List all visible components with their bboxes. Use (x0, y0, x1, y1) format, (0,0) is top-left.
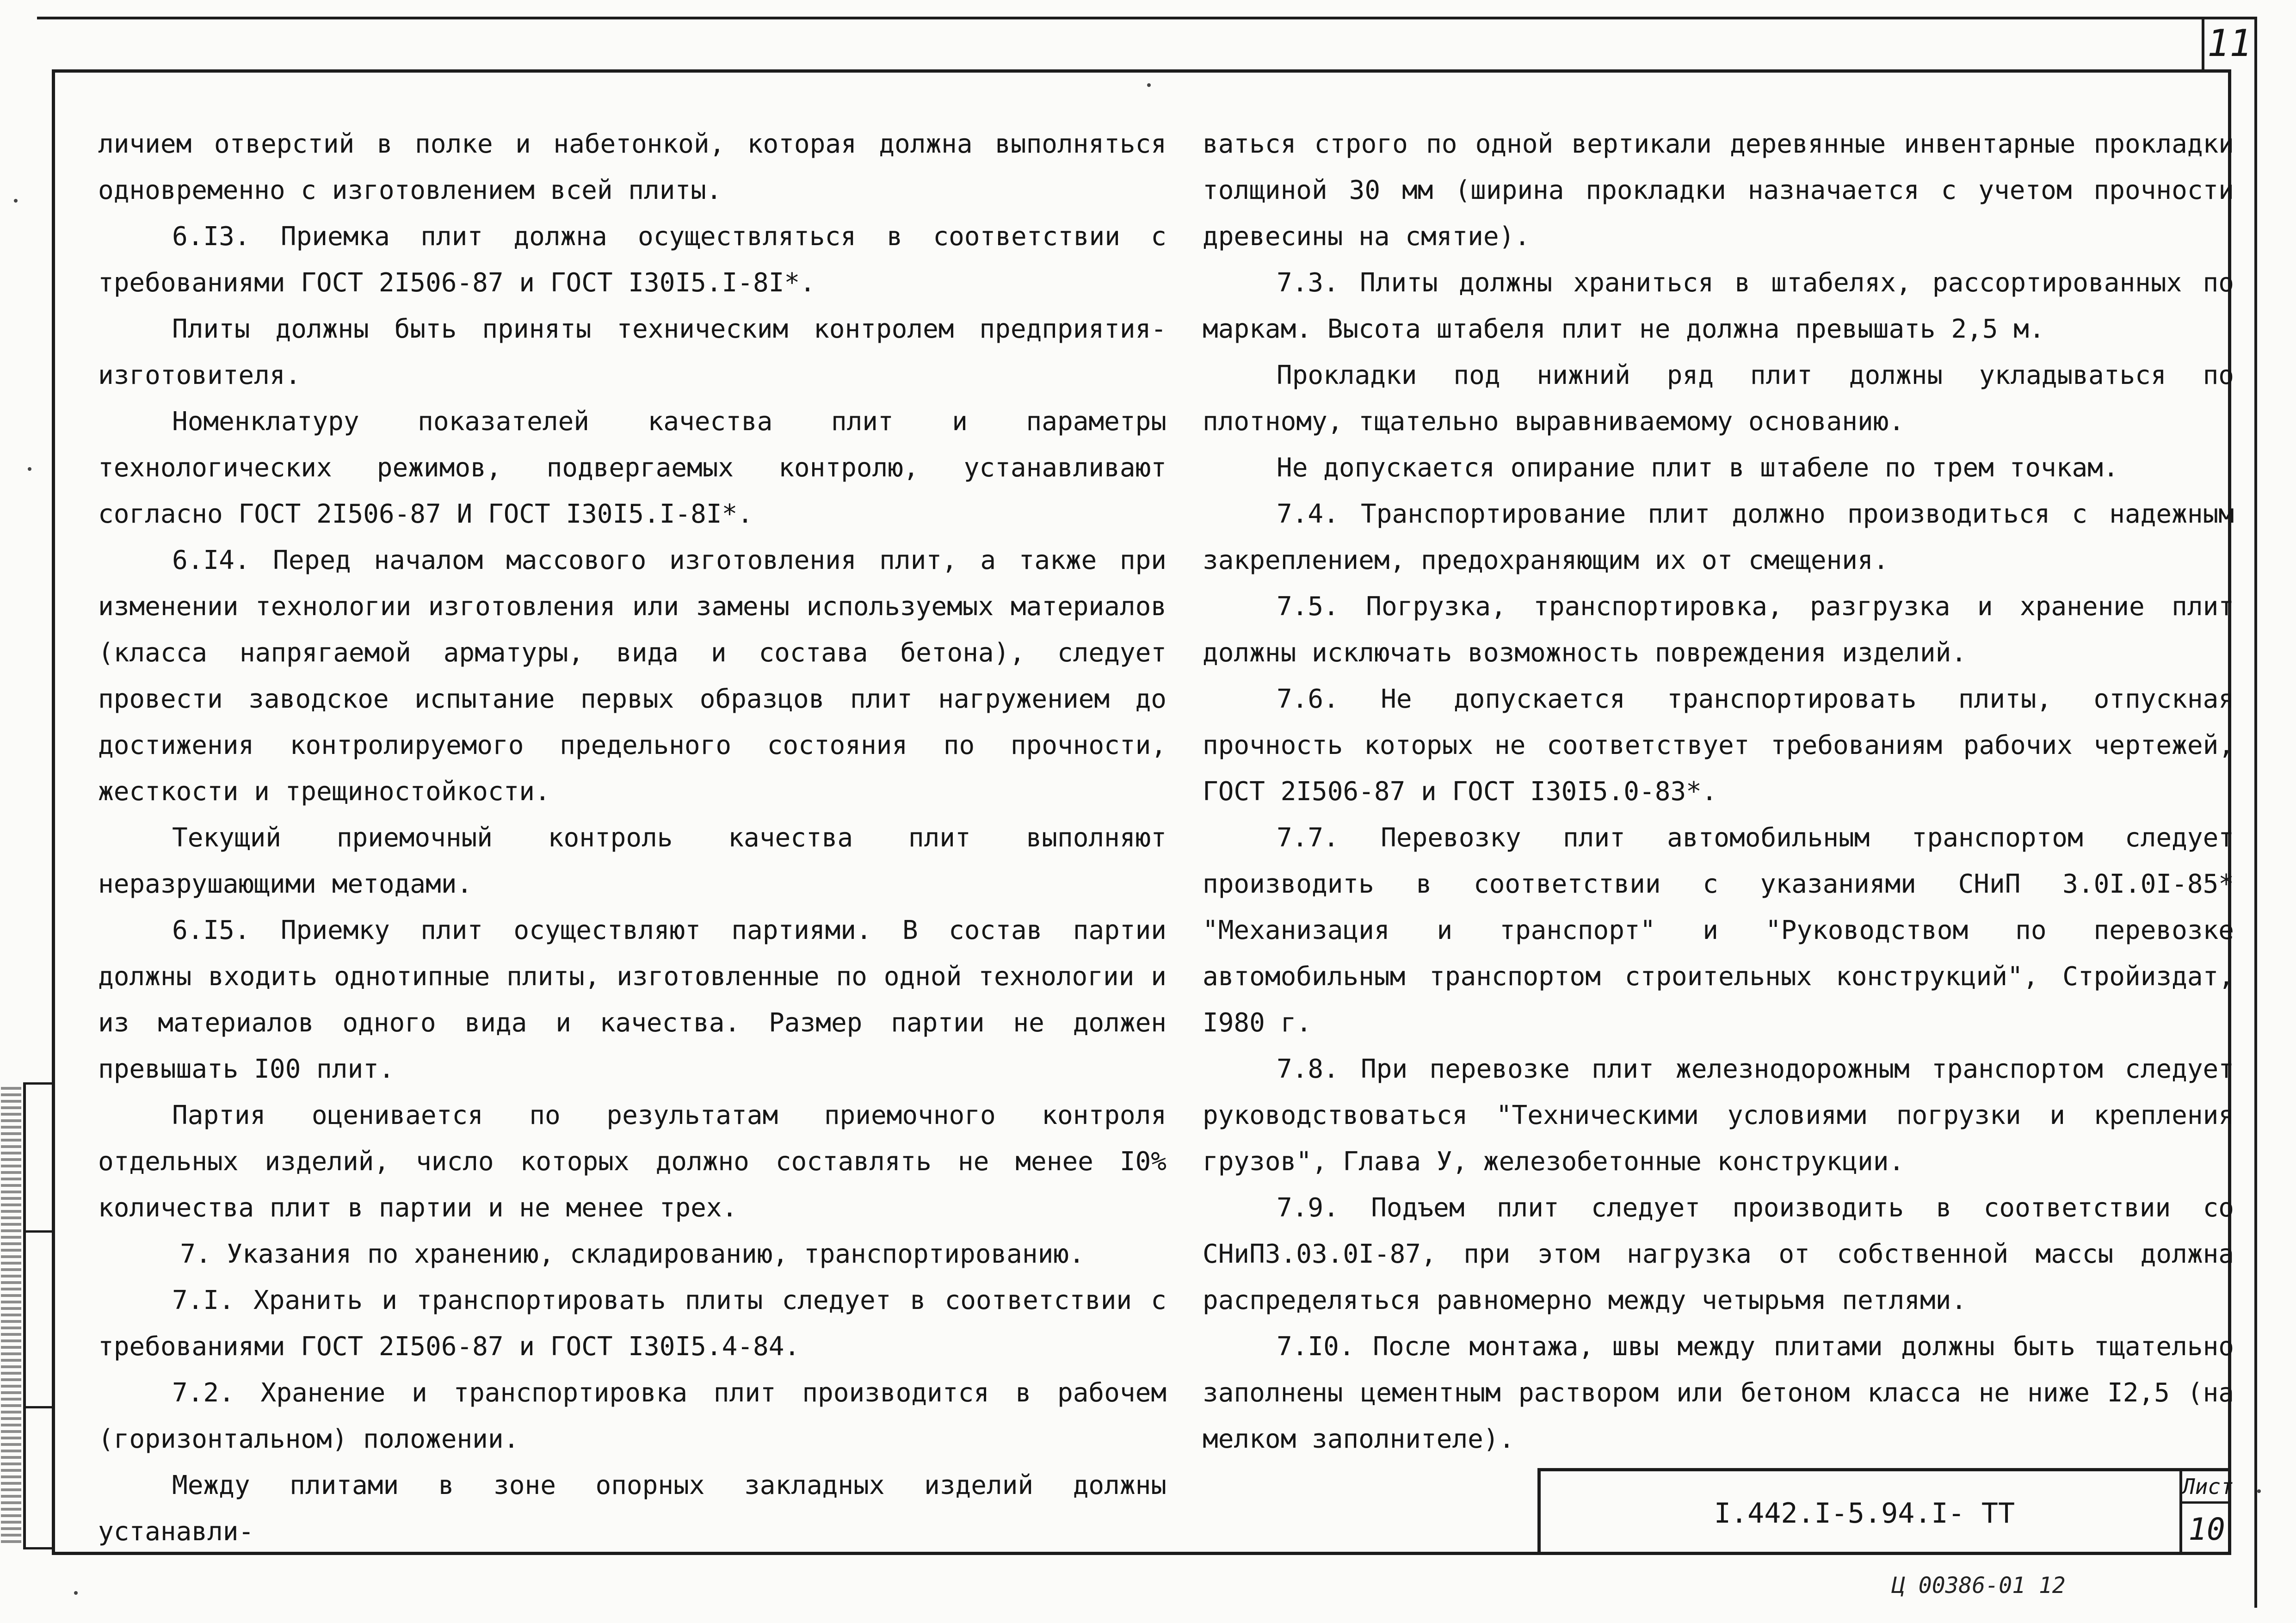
scan-speck (28, 467, 31, 471)
outer-frame-right-line (2254, 17, 2257, 1608)
paragraph: 6.I5. Приемку плит осуществляют партиями. В состав партии должны входить однотипные плиты, изготовленные по одной технологии и из материалов одного вида и качества. Размер партии не должен превышать I00 плит. (98, 915, 1167, 1084)
outer-frame-top-line (37, 17, 2257, 19)
paragraph: Между плитами в зоне опорных закладных изделий должны устанавли- (98, 1470, 1167, 1547)
corner-sheet-number: 11 (2202, 19, 2254, 69)
paragraph: 7.8. При перевозке плит железнодорожным транспортом следует руководствоваться "Техническими условиями погрузки и крепления грузов", Глава У, железобетонные конструкции. (1203, 1054, 2234, 1177)
paragraph: 6.I4. Перед началом массового изготовления плит, а также при изменении технологии изготовления или замены используемых материалов (класса напрягаемой арматуры, вида и состава бетона), следует провести заводское испытание первых образцов плит нагружением до достижения контролируемого предельного состояния по прочности, жесткости и трещиностойкости. (98, 545, 1167, 807)
paragraph: личием отверстий в полке и набетонкой, которая должна выполняться одновременно с изготовлением всей плиты. (98, 129, 1167, 205)
inventory-number: Ц 00386-01 12 (1892, 1573, 2066, 1598)
sheet-number: 10 (2188, 1512, 2225, 1547)
left-text-column (98, 121, 1167, 1555)
scan-speck (1147, 83, 1151, 87)
paragraph: 7.I0. После монтажа, швы между плитами должны быть тщательно заполнены цементным раствором или бетоном класса не ниже I2,5 (на мелком заполнителе). (1203, 1332, 2234, 1454)
paragraph: 7.2. Хранение и транспортировка плит производится в рабочем (горизонтальном) положении. (98, 1378, 1167, 1454)
side-approval-strip (0, 1082, 52, 1549)
paragraph: 7.3. Плиты должны храниться в штабелях, рассортированных по маркам. Высота штабеля плит не должна превышать 2,5 м. (1203, 268, 2234, 344)
right-text-column (1203, 121, 2234, 1463)
side-strip-divider (23, 1230, 52, 1233)
side-strip-line (23, 1082, 26, 1549)
document-code: I.442.I-5.94.I- ТТ (1714, 1497, 2015, 1530)
side-stamp-handwriting (1, 1087, 21, 1545)
scan-speck (14, 199, 18, 203)
paragraph: Плиты должны быть приняты техническим контролем предприятия-изготовителя. (98, 314, 1167, 390)
paragraph: 7.9. Подъем плит следует производить в соответствии со СНиП3.03.0I-87, при этом нагрузка от собственной массы должна распределяться равномерно между четырьмя петлями. (1203, 1193, 2234, 1315)
scan-speck (2257, 1489, 2261, 1493)
side-strip-divider (23, 1406, 52, 1408)
paragraph: 6.I3. Приемка плит должна осуществляться в соответствии с требованиями ГОСТ 2I506-87 и ГОСТ I30I5.I-8I*. (98, 222, 1167, 298)
section-heading: 7. Указания по хранению, складированию, транспортированию. (180, 1239, 1085, 1269)
paragraph: 7.5. Погрузка, транспортировка, разгрузка и хранение плит должны исключать возможность повреждения изделий. (1203, 592, 2234, 668)
paragraph: 7.7. Перевозку плит автомобильным транспортом следует производить в соответствии с указаниями СНиП 3.0I.0I-85* "Механизация и транспорт" и "Руководством по перевозке автомобильным транспортом строительных конструкций", Стройиздат, I980 г. (1203, 823, 2234, 1038)
paragraph: Номенклатуру показателей качества плит и параметры технологических режимов, подвергаемых контролю, устанавливают согласно ГОСТ 2I506-87 И ГОСТ I30I5.I-8I*. (98, 407, 1167, 529)
paragraph: Текущий приемочный контроль качества плит выполняют неразрушающими методами. (98, 823, 1167, 899)
title-block (1537, 1468, 2234, 1555)
paragraph: Прокладки под нижний ряд плит должны укладываться по плотному, тщательно выравниваемому основанию. (1203, 360, 2234, 437)
side-strip-divider (23, 1547, 52, 1549)
scan-speck (74, 1591, 78, 1595)
paragraph: Не допускается опирание плит в штабеле по трем точкам. (1277, 453, 2119, 483)
paragraph: ваться строго по одной вертикали деревянные инвентарные прокладки толщиной 30 мм (ширина прокладки назначается с учетом прочности древесины на смятие). (1203, 129, 2234, 252)
paragraph: 7.4. Транспортирование плит должно производиться с надежным закреплением, предохраняющим их от смещения. (1203, 499, 2234, 575)
sheet-cell (2179, 1471, 2234, 1555)
paragraph: Партия оценивается по результатам приемочного контроля отдельных изделий, число которых должно составлять не менее I0% количества плит в партии и не менее трех. (98, 1100, 1167, 1223)
sheet-label: Лист (2182, 1471, 2231, 1504)
paragraph: 7.I. Хранить и транспортировать плиты следует в соответствии с требованиями ГОСТ 2I506-87 и ГОСТ I30I5.4-84. (98, 1285, 1167, 1362)
side-strip-divider (23, 1082, 52, 1085)
paragraph: 7.6. Не допускается транспортировать плиты, отпускная прочность которых не соответствует требованиям рабочих чертежей, ГОСТ 2I506-87 и ГОСТ I30I5.0-83*. (1203, 684, 2234, 807)
